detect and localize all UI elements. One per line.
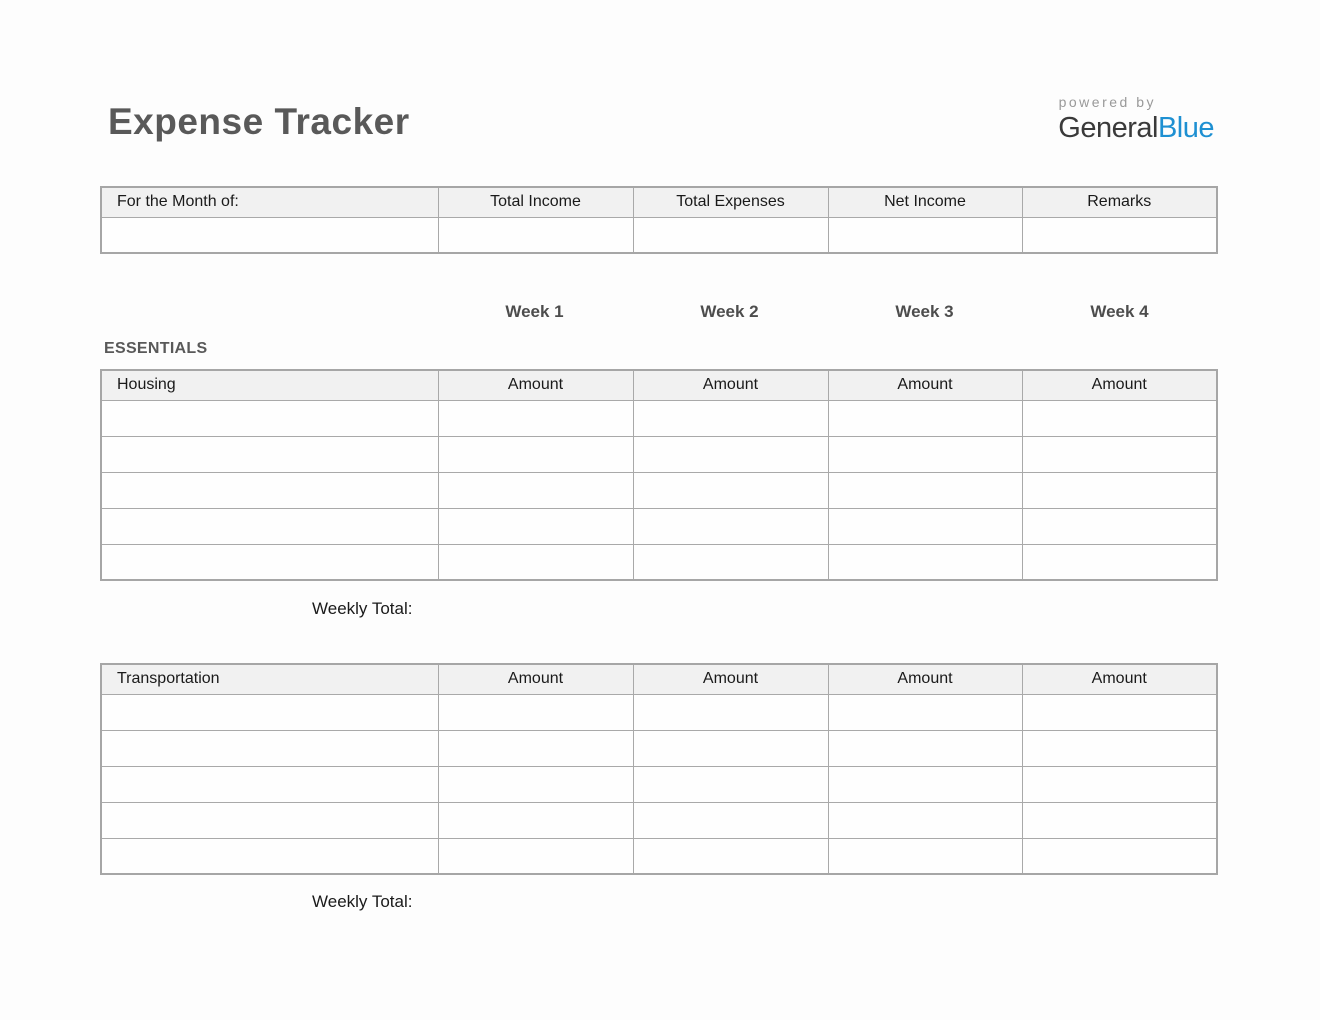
amount-cell (828, 472, 1022, 508)
amount-header: Amount (633, 370, 828, 400)
housing-weekly-total-label: Weekly Total: (312, 599, 413, 618)
logo-brand-accent: Blue (1157, 112, 1214, 144)
amount-cell (633, 694, 828, 730)
expense-item-cell (101, 508, 438, 544)
summary-header-row (101, 187, 1217, 217)
amount-cell (1022, 694, 1217, 730)
total-expenses-value-cell (633, 217, 828, 253)
amount-cell (1022, 838, 1217, 874)
expense-item-cell (101, 694, 438, 730)
week-header-row (100, 302, 1216, 322)
amount-cell (438, 838, 633, 874)
summary-empty-row (101, 217, 1217, 253)
housing-header-row (101, 370, 1217, 400)
amount-cell (828, 802, 1022, 838)
amount-cell (1022, 766, 1217, 802)
housing-empty-row (101, 544, 1217, 580)
amount-cell (633, 544, 828, 580)
amount-cell (828, 766, 1022, 802)
housing-category-header: Housing (101, 370, 438, 400)
transportation-header-row (101, 664, 1217, 694)
amount-cell (828, 400, 1022, 436)
amount-header: Amount (1022, 664, 1217, 694)
housing-table (100, 369, 1218, 581)
amount-header: Amount (828, 664, 1022, 694)
expense-item-cell (101, 730, 438, 766)
amount-cell (438, 544, 633, 580)
amount-cell (828, 436, 1022, 472)
transportation-empty-row (101, 766, 1217, 802)
amount-cell (633, 766, 828, 802)
amount-header: Amount (633, 664, 828, 694)
week-1-header: Week 1 (505, 302, 564, 321)
amount-cell (1022, 802, 1217, 838)
expense-item-cell (101, 838, 438, 874)
amount-cell (633, 838, 828, 874)
transportation-empty-row (101, 694, 1217, 730)
month-value-cell (101, 217, 438, 253)
amount-cell (438, 436, 633, 472)
amount-cell (633, 436, 828, 472)
remarks-value-cell (1022, 217, 1217, 253)
header-total-income: Total Income (438, 187, 633, 217)
expense-item-cell (101, 436, 438, 472)
amount-cell (633, 730, 828, 766)
amount-cell (828, 508, 1022, 544)
expense-item-cell (101, 766, 438, 802)
amount-cell (1022, 472, 1217, 508)
amount-cell (633, 802, 828, 838)
month-summary-table (100, 186, 1218, 254)
amount-header: Amount (438, 664, 633, 694)
transportation-weekly-total-label: Weekly Total: (312, 892, 413, 911)
week-2-header: Week 2 (700, 302, 759, 321)
expense-item-cell (101, 472, 438, 508)
transportation-table (100, 663, 1218, 875)
amount-cell (438, 730, 633, 766)
housing-empty-row (101, 400, 1217, 436)
logo-tagline: powered by (1058, 94, 1156, 110)
transportation-category-header: Transportation (101, 664, 438, 694)
amount-cell (1022, 730, 1217, 766)
transportation-empty-row (101, 730, 1217, 766)
amount-header: Amount (828, 370, 1022, 400)
amount-cell (438, 472, 633, 508)
week-4-header: Week 4 (1090, 302, 1149, 321)
logo-brand-primary: General (1058, 112, 1158, 144)
amount-cell (633, 472, 828, 508)
general-blue-logo (1058, 94, 1214, 145)
amount-cell (633, 508, 828, 544)
header-total-expenses: Total Expenses (633, 187, 828, 217)
week-3-header: Week 3 (895, 302, 954, 321)
amount-cell (1022, 544, 1217, 580)
logo-brand (1058, 111, 1214, 145)
housing-empty-row (101, 436, 1217, 472)
transportation-empty-row (101, 838, 1217, 874)
amount-cell (1022, 508, 1217, 544)
amount-cell (633, 400, 828, 436)
amount-header: Amount (438, 370, 633, 400)
amount-cell (828, 730, 1022, 766)
essentials-section-label: ESSENTIALS (104, 340, 208, 357)
amount-cell (1022, 436, 1217, 472)
amount-cell (438, 400, 633, 436)
housing-empty-row (101, 508, 1217, 544)
header-net-income: Net Income (828, 187, 1022, 217)
expense-item-cell (101, 400, 438, 436)
amount-cell (828, 838, 1022, 874)
amount-cell (438, 508, 633, 544)
amount-header: Amount (1022, 370, 1217, 400)
amount-cell (828, 694, 1022, 730)
amount-cell (438, 802, 633, 838)
amount-cell (1022, 400, 1217, 436)
header-for-the-month-of: For the Month of: (101, 187, 438, 217)
transportation-empty-row (101, 802, 1217, 838)
expense-item-cell (101, 802, 438, 838)
housing-empty-row (101, 472, 1217, 508)
expense-item-cell (101, 544, 438, 580)
total-income-value-cell (438, 217, 633, 253)
amount-cell (438, 694, 633, 730)
amount-cell (438, 766, 633, 802)
amount-cell (828, 544, 1022, 580)
header-remarks: Remarks (1022, 187, 1217, 217)
page-title: Expense Tracker (108, 101, 410, 142)
net-income-value-cell (828, 217, 1022, 253)
